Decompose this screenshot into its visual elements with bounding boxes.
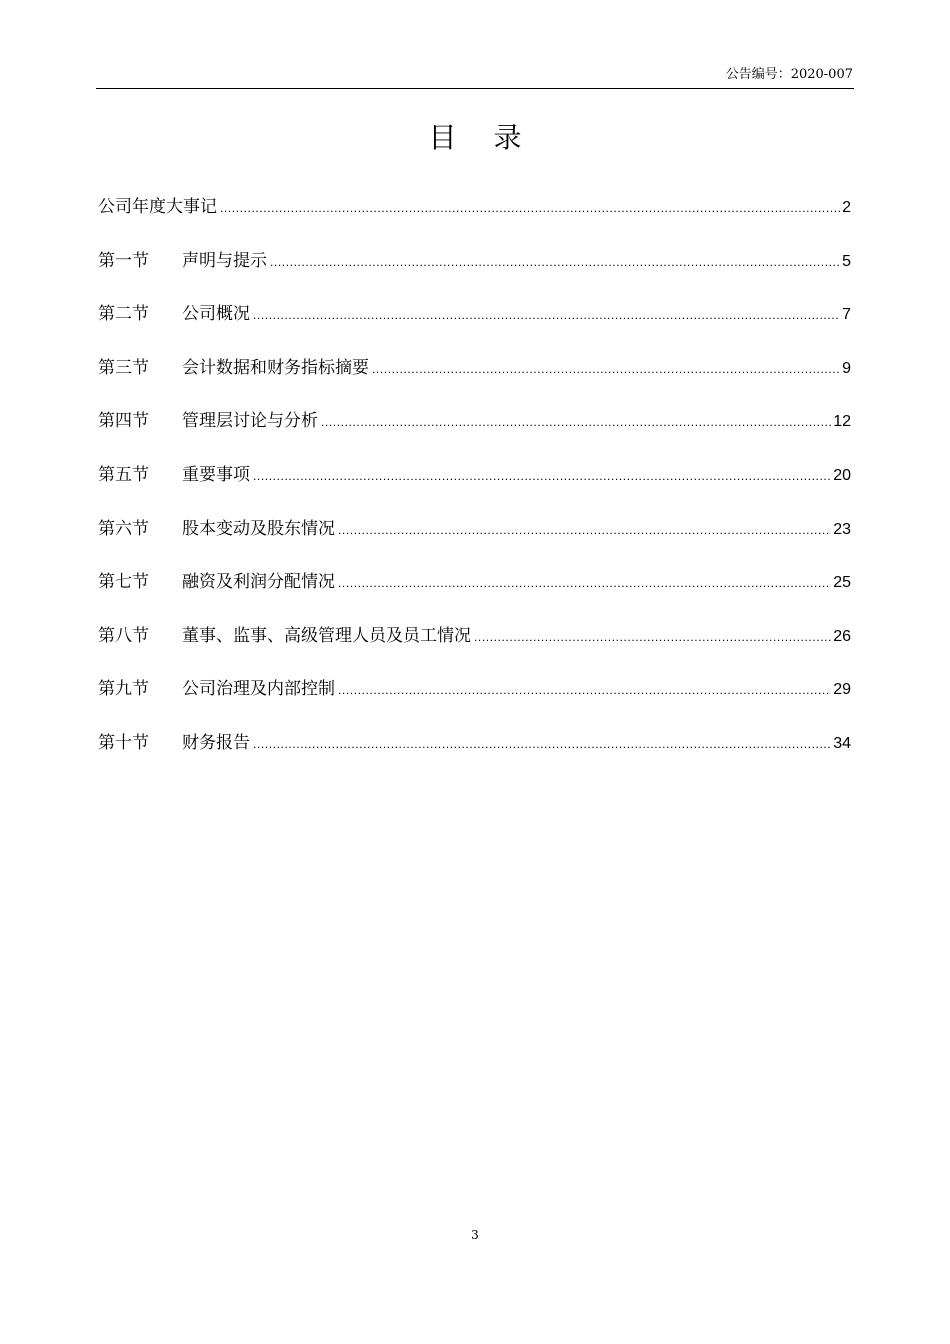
toc-entry-section: 第二节 <box>98 304 149 325</box>
toc-entry-section-8[interactable] <box>98 621 851 675</box>
toc-dot-leader <box>270 247 840 277</box>
toc-entry-section: 第四节 <box>98 411 149 432</box>
toc-entry-page: 26 <box>833 627 851 645</box>
toc-entry-page: 7 <box>842 306 851 324</box>
toc-entry-page: 5 <box>842 252 851 270</box>
toc-entry-label: 重要事项 <box>182 464 250 485</box>
toc-dot-leader <box>321 407 831 437</box>
toc-entry-section: 第五节 <box>98 464 149 485</box>
toc-entry-section-4[interactable] <box>98 406 851 460</box>
toc-entry-label: 融资及利润分配情况 <box>182 572 335 593</box>
toc-entry-section-5[interactable] <box>98 460 851 514</box>
toc-dot-leader <box>253 300 840 330</box>
toc-entry-section-6[interactable] <box>98 514 851 568</box>
toc-entry-page: 34 <box>833 734 851 752</box>
header-rule <box>96 88 854 89</box>
toc-entry-label: 财务报告 <box>182 732 250 753</box>
toc-entry-label: 董事、监事、高级管理人员及员工情况 <box>182 625 471 646</box>
toc-entry-section-9[interactable] <box>98 674 851 728</box>
toc-dot-leader <box>253 461 831 491</box>
toc-entry-label: 公司治理及内部控制 <box>182 679 335 700</box>
page-title: 目 录 <box>428 121 536 154</box>
toc-entry-section-10[interactable] <box>98 728 851 782</box>
toc-entry-label: 会计数据和财务指标摘要 <box>182 357 369 378</box>
toc-entry-page: 25 <box>833 574 851 592</box>
toc-entry-section-3[interactable] <box>98 353 851 407</box>
toc-dot-leader <box>338 515 831 545</box>
toc-dot-leader <box>338 675 831 705</box>
toc-entry-annual-events[interactable] <box>98 192 851 246</box>
toc-entry-section-2[interactable] <box>98 299 851 353</box>
toc-entry-page: 20 <box>833 466 851 484</box>
toc-dot-leader <box>338 568 831 598</box>
toc-entry-section: 第三节 <box>98 357 149 378</box>
toc-entry-section: 第十节 <box>98 732 149 753</box>
toc-dot-leader <box>220 193 840 223</box>
toc-entry-section: 第六节 <box>98 518 149 539</box>
toc-dot-leader <box>372 354 840 384</box>
toc-entry-page: 12 <box>833 413 851 431</box>
page-number: 3 <box>471 1228 479 1242</box>
toc-entry-section: 第九节 <box>98 679 149 700</box>
toc-dot-leader <box>253 729 831 759</box>
toc-entry-section: 第八节 <box>98 625 149 646</box>
toc-entry-page: 23 <box>833 520 851 538</box>
toc-entry-page: 29 <box>833 681 851 699</box>
toc-entry-label: 声明与提示 <box>182 250 267 271</box>
toc-entry-section-7[interactable] <box>98 567 851 621</box>
table-of-contents <box>98 192 851 782</box>
toc-entry-section: 第七节 <box>98 572 149 593</box>
toc-dot-leader <box>474 622 831 652</box>
toc-entry-label: 公司年度大事记 <box>98 197 217 217</box>
toc-entry-section-1[interactable] <box>98 246 851 300</box>
toc-entry-page: 2 <box>842 199 851 216</box>
toc-entry-label: 管理层讨论与分析 <box>182 411 318 432</box>
toc-entry-page: 9 <box>842 359 851 377</box>
toc-entry-label: 股本变动及股东情况 <box>182 518 335 539</box>
announcement-number: 公告编号：2020-007 <box>725 67 853 82</box>
toc-entry-label: 公司概况 <box>182 304 250 325</box>
toc-entry-section: 第一节 <box>98 250 149 271</box>
